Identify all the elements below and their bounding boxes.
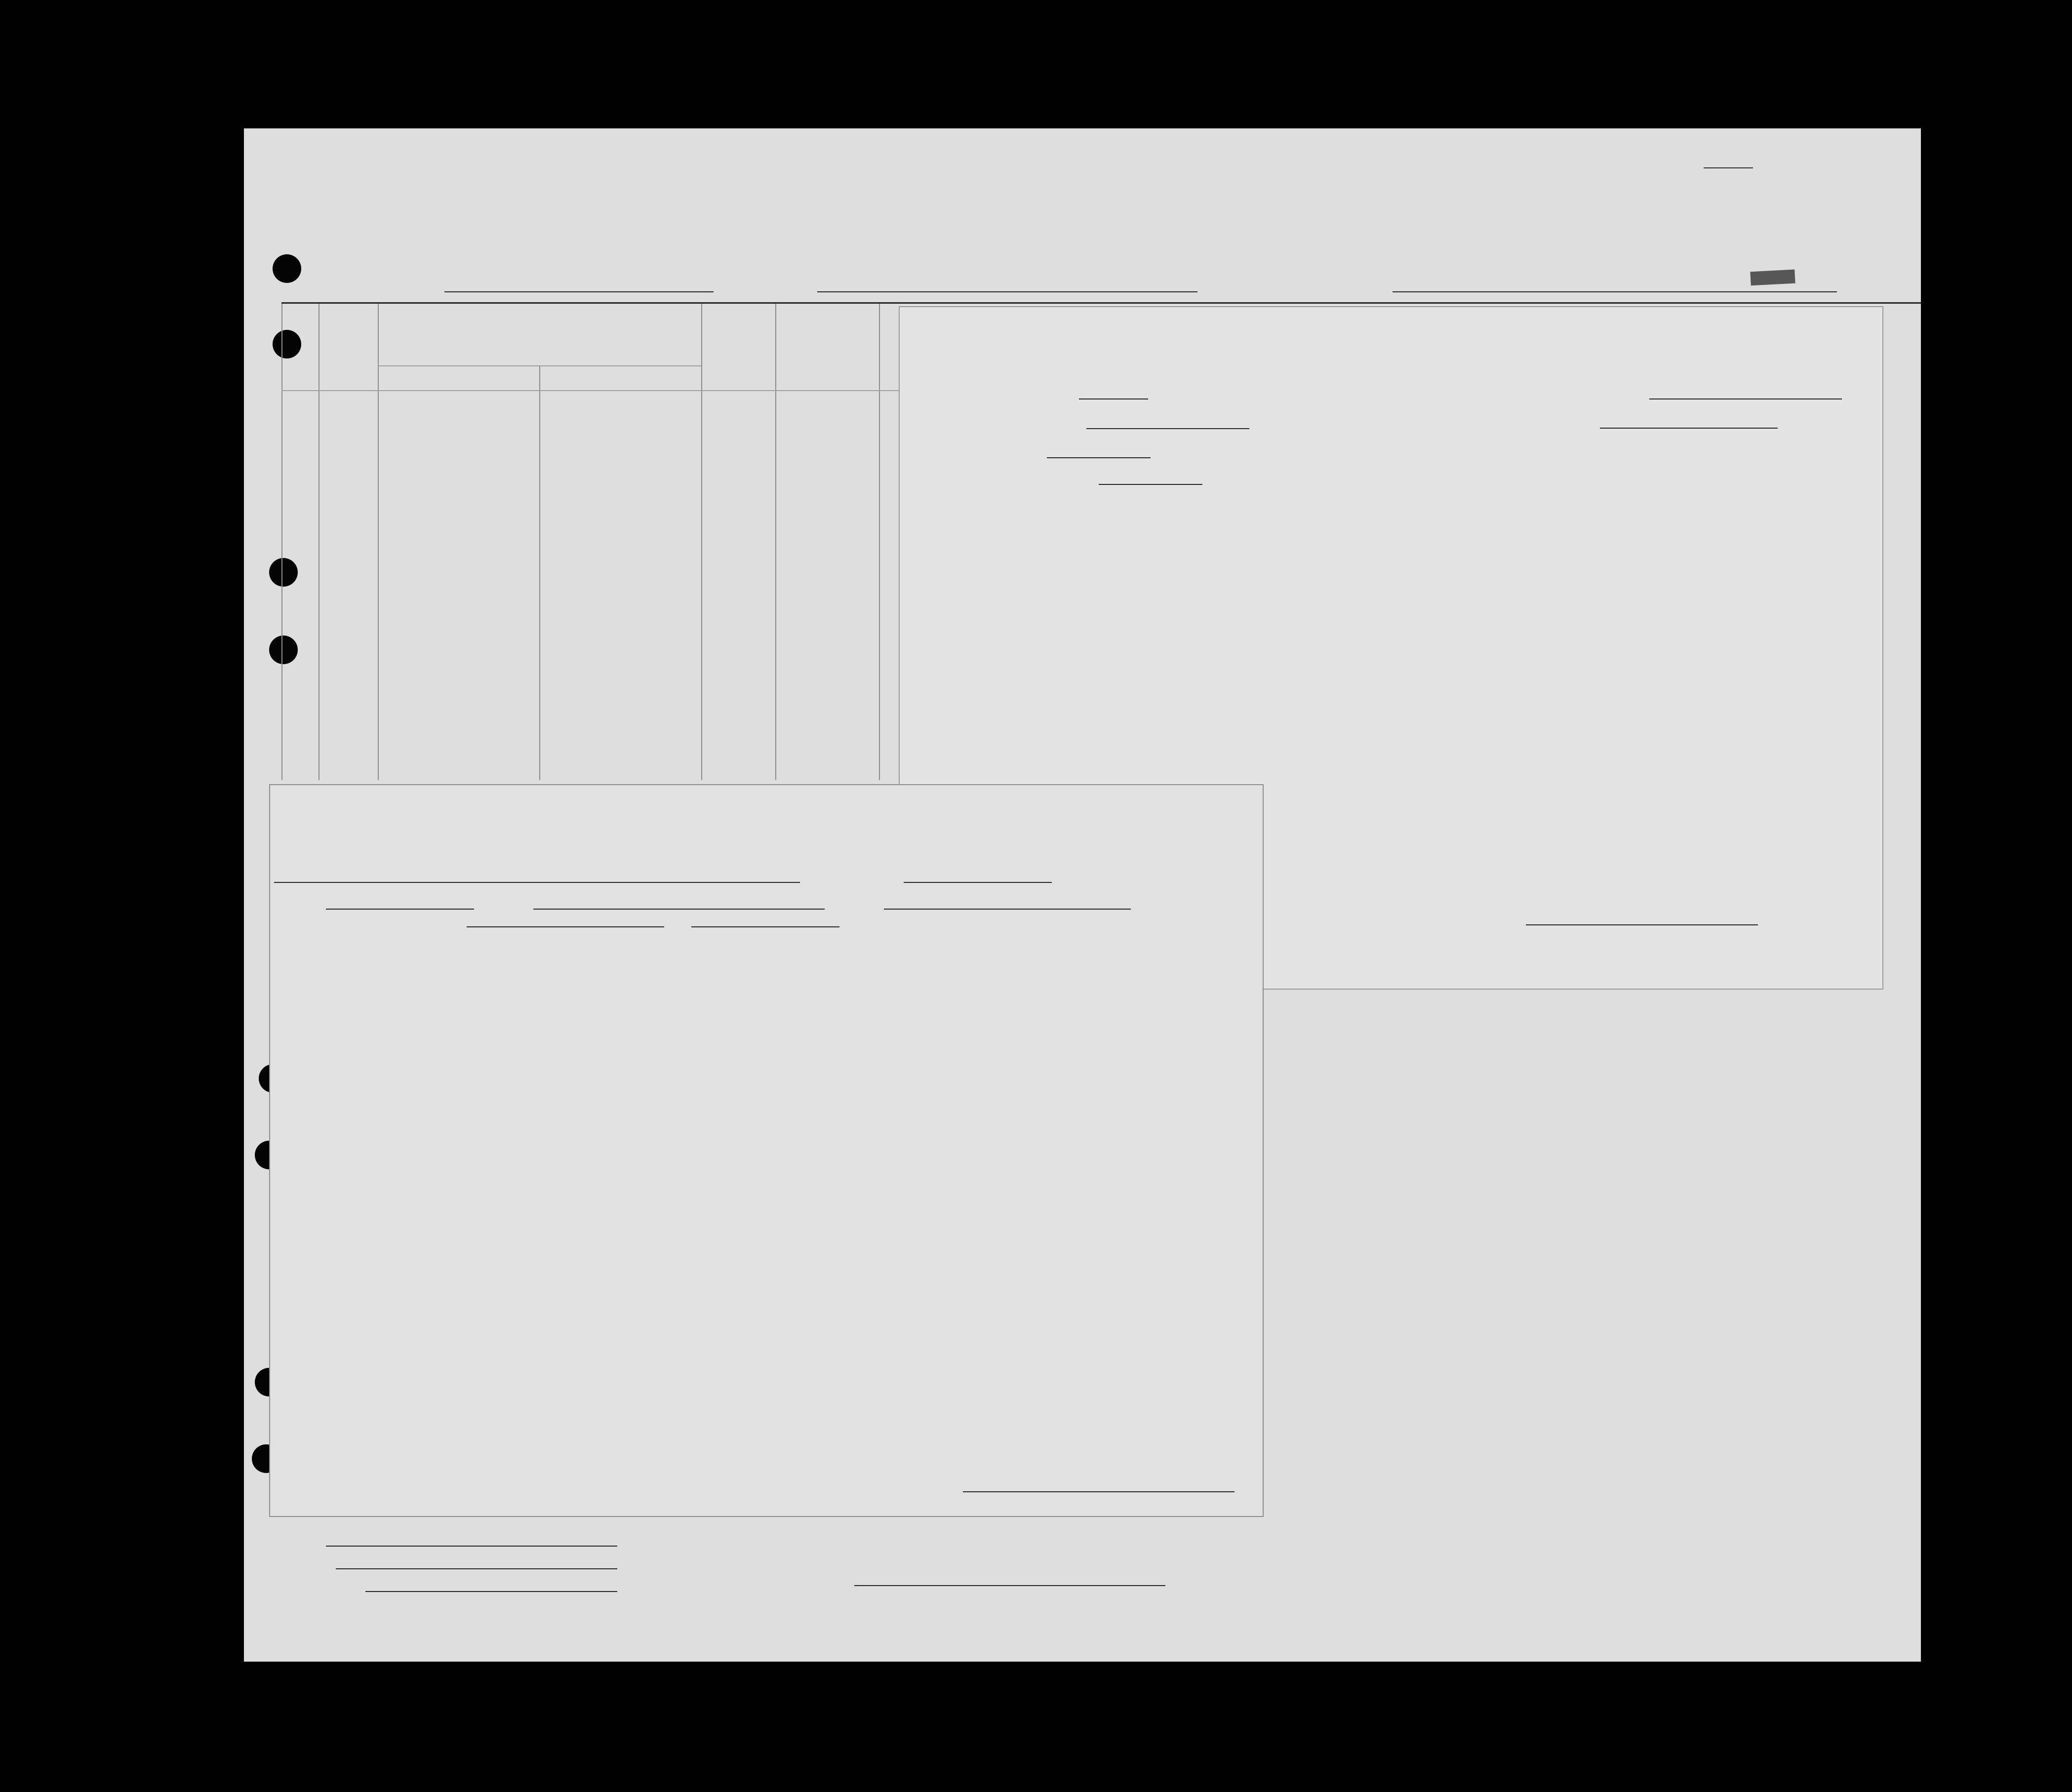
punch-hole (273, 330, 301, 358)
from-underline (1047, 457, 1151, 458)
commander-signature-line (963, 1491, 1235, 1492)
consigned-underline (1099, 484, 1202, 485)
ledger-col-line (775, 304, 776, 780)
entry-declaration-page (269, 784, 1264, 1517)
plane-no-underline (1079, 398, 1148, 399)
departed-underline (274, 882, 800, 883)
ledger-col-line (701, 304, 702, 780)
captain-signature-line (1526, 924, 1758, 925)
ledger-top-rule (281, 302, 1921, 304)
ledger-col-line (879, 304, 880, 780)
commander-underline (884, 909, 1131, 910)
landing-underline (1086, 428, 1249, 429)
immigrant-inspector-line (854, 1585, 1165, 1586)
sheet-number-field (1704, 156, 1753, 172)
address-underline (533, 909, 825, 910)
ledger-name-divider (378, 365, 701, 366)
owned-underline (326, 909, 474, 910)
punch-hole (273, 254, 301, 283)
vessel-underline (444, 291, 714, 292)
arriving-underline (817, 291, 1197, 292)
from-port-underline (1393, 291, 1837, 292)
ledger-header-rule (281, 390, 899, 391)
ledger-col-line (539, 365, 540, 780)
date-underline (1649, 398, 1842, 399)
arrived-date-underline (691, 926, 839, 927)
arrived-underline (467, 926, 664, 927)
ledger-col-line (378, 304, 379, 780)
footer-owners-underline (336, 1568, 617, 1569)
footer-line-underline (326, 1546, 617, 1547)
punch-hole (269, 636, 298, 664)
aircraft-underline (904, 882, 1052, 883)
sheet-number-value (1704, 167, 1753, 168)
ledger-col-line (281, 304, 282, 780)
footer-agents-underline (365, 1591, 617, 1592)
registry-underline (1600, 428, 1778, 429)
punch-hole (269, 558, 298, 587)
struck-out-mark (1750, 270, 1795, 286)
